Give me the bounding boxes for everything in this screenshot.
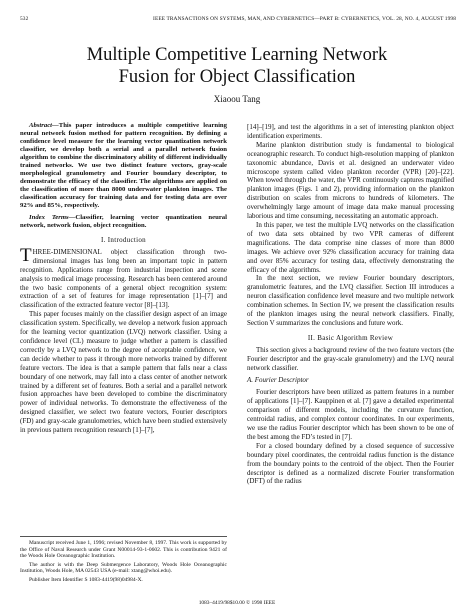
paragraph: In the next section, we review Fourier boundary descriptors, granulometric features, and the LVQ classifier. Section III introduces a neuron classification confidence level measure and two multiple network combination schemes. In Section IV, we present the classification results of the plankton images using the neural network classifiers. Finally, Section V summarizes the conclusions and future work. (247, 274, 454, 327)
paragraph: In this paper, we test the multiple LVQ networks on the classification of two data sets obtained by two VPR cameras of different magnifications. The data comprise nine classes of more than 8000 images. We achieve over 92% classification accuracy for training data and over 85% accuracy for testing data, effectively demonstrating the efficacy of the algorithms. (247, 220, 454, 274)
running-header (20, 16, 456, 22)
index-terms-text: Classifier, learning vector quantization neural network, network fusion, object recognition. (20, 214, 227, 229)
index-terms (20, 214, 227, 230)
paper-title (0, 44, 474, 88)
subsection-heading-fourier: A. Fourier Descriptor (247, 376, 309, 385)
page-number: 532 (20, 16, 29, 22)
abstract (20, 122, 227, 210)
index-terms-lead: Index Terms— (29, 214, 76, 221)
section-heading-basic-algorithm: II. Basic Algorithm Review (307, 333, 394, 342)
footnote-manuscript: Manuscript received June 1, 1996; revised November 8, 1997. This work is supported by the Office of Naval Research under Grant N00014-93-1-0602. This is contribution 9421 of the Woods Hole Oceanographic Institution. (20, 540, 227, 560)
section-heading-introduction: I. Introduction (101, 236, 146, 244)
title-line-1: Multiple Competitive Learning Network (86, 45, 388, 65)
drop-cap: T (20, 244, 32, 266)
footnote-publisher-id: Publisher Item Identifier S 1083-4419(98)04984-X. (29, 576, 143, 583)
abstract-text: This paper introduces a multiple competitive learning neural network fusion method for pattern recognition. By defining a confidence level measure for the learning vector quantization network classifier, we develop both a serial and a parallel network fusion algorithm to combine the discriminatory ability of different individually trained networks. We use two distinct feature vectors, gray-scale morphological granulometry and Fourier boundary descriptor, to demonstrate the efficacy of the classifier. The algorithms are applied on the classification of more than 8000 underwater plankton images. The classification accuracy for training data and for testing data are over 92% and 85%, respectively. (20, 122, 227, 209)
paragraph: This section gives a background review of the two feature vectors (the Fourier descriptor and the gray-scale granulometry) and the LVQ neural network classifier. (247, 345, 454, 372)
intro-text: HREE-DIMENSIONAL object classification through two-dimensional images has long been an important topic in pattern recognition. Applications range from industrial inspection and scene analysis to medical image processing. Research has been centered around the two basic components of a general object recognition system: extraction of a set of features for image representation [1]–[7] and classification of the extracted feature vector [8]–[13]. (20, 247, 227, 310)
paragraph: This paper focuses mainly on the classifier design aspect of an image classification system. Specifically, we develop a network fusion approach for the learning vector quantization (LVQ) network classifier. Using a confidence level (CL) measure to judge whether a pattern is classified correctly by a LVQ network to the degree of acceptable confidence, we can decide whether to pass it through more networks trained by different feature vectors. The idea is that a sample pattern that falls near a class boundary of one network, may fall into a class center of another network trained by a different set of features. Both a serial and a parallel network fusion approaches have been developed to combine the discriminatory power of individual networks. To demonstrate the effectiveness of the designed classifier, we select two feature vectors, Fourier descriptors (FD) and gray-scale granulometries, which have been studied extensively in previous pattern recognition research [1]–[7], (20, 310, 227, 435)
copyright-footer: 1083–4419/98$10.00 © 1998 IEEE (198, 600, 276, 606)
paragraph: For a closed boundary defined by a closed sequence of successive boundary pixel coordinates, the centroidal radius function is the distance from the boundary points to the centroid of the object. Then the Fourier descriptor is defined as a normalized discrete Fourier transformation (DFT) of the radius (247, 441, 454, 486)
journal-header: IEEE TRANSACTIONS ON SYSTEMS, MAN, AND CYBERNETICS—PART B: CYBERNETICS, VOL. 28, NO. 4, AUGUST 1998 (153, 16, 456, 22)
intro-paragraph (20, 244, 227, 310)
footnotes (20, 536, 227, 586)
footnote-author: The author is with the Deep Submergence Laboratory, Woods Hole Oceanographic Institution, Woods Hole, MA 02543 USA (e-mail: xtang@whoi.edu). (20, 561, 227, 575)
title-line-2: Fusion for Object Classification (118, 67, 356, 87)
right-column (247, 123, 454, 486)
paragraph: Marine plankton distribution study is fundamental to biological oceanographic research. To conduct high-resolution mapping of plankton taxonomic abundance, Davis et al. designed an underwater video microscope system called video plankton recorder (VPR) [20]–[22]. When towed through the water, the VPR continuously captures magnified plankton images (Figs. 1 and 2), providing information on the plankton distribution on scales from microns to hundreds of kilometers. The overwhelmingly large amount of image data make manual processing laborious and time consuming, necessitating an automatic approach. (247, 140, 454, 221)
abstract-lead: Abstract— (29, 122, 59, 129)
left-column (20, 122, 227, 435)
paragraph: Fourier descriptors have been utilized as pattern features in a number of applications [1]–[7]. Kauppinen et al. [7] gave a detailed experimental comparison of different models, including the curvature function, centroidal radius, and complex contour coordinates. In our experiments, we use the radius Fourier descriptor which has been shown to be one of the best among the FD’s tested in [7]. (247, 388, 454, 441)
paragraph: [14]–[19], and test the algorithms in a set of interesting plankton object identification experiments. (247, 123, 454, 140)
author-name: Xiaoou Tang (213, 94, 261, 104)
